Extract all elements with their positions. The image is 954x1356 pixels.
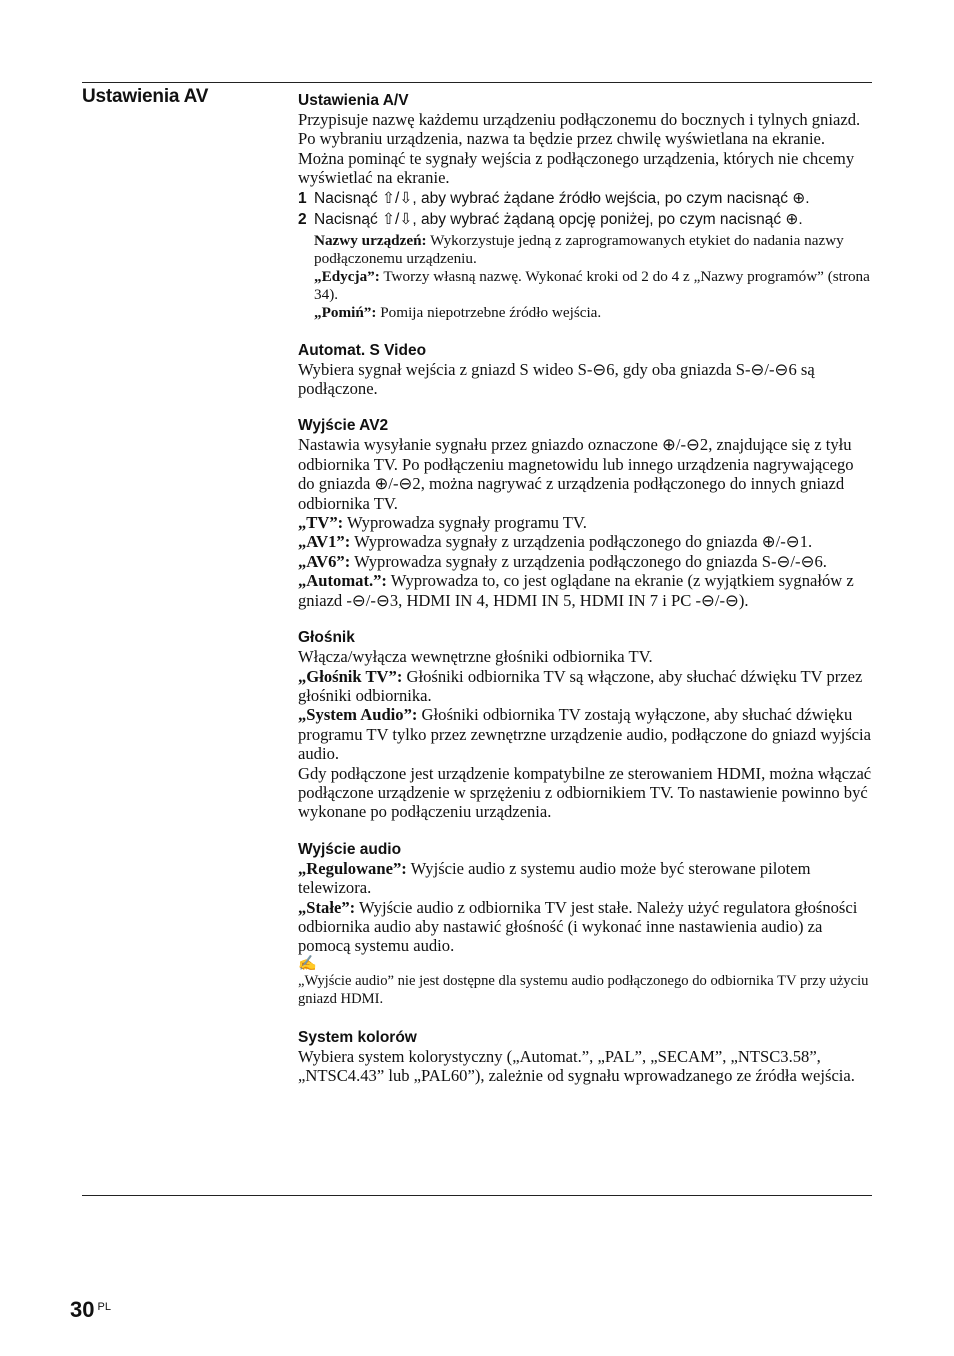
option-device-names-label: Nazwy urządzeń: [314,231,427,249]
section-av2-output [298,416,872,610]
audio-option-fixed-text: Wyjście audio z odbiornika TV jest stałe. Należy użyć regulatora głośności odbiornika audio aby nastawić głośność (i wykonać inne nastawienia audio) za pomocą systemu audio. [298,897,858,956]
av2-option-tv [298,513,872,532]
speaker-option-tv-text: Głośniki odbiornika TV są włączone, aby słuchać dźwięku TV przez głośniki odbiornika. [298,666,863,705]
audio-option-regulated-text: Wyjście audio z systemu audio może być sterowane pilotem telewizora. [298,858,811,898]
av2-option-av6-text: Wyprowadza sygnały z urządzenia podłączonego do gniazda S-⊖/-⊖6. [350,551,827,571]
speaker-option-system-audio-text: Głośniki odbiornika TV zostają wyłączone, aby słuchać dźwięku programu TV tylko przez zewnętrzne urządzenie audio, podłączone do gniazd wyjścia audio. [298,705,872,764]
svideo-text: Wybiera sygnał wejścia z gniazd S wideo S-⊖6, gdy oba gniazda S-⊖/-⊖6 są podłączone. [298,359,815,399]
av2-option-tv-label: „TV”: [298,513,344,533]
audio-option-regulated [298,859,872,898]
section-auto-svideo [298,341,872,399]
page-language: PL [97,1301,111,1313]
av2-option-av6-label: „AV6”: [298,551,351,571]
note-pencil-icon: ✍ [298,955,317,972]
content-column [298,91,872,1100]
heading-av2-output: Wyjście AV2 [298,417,389,435]
av-intro: Przypisuje nazwę każdemu urządzeniu podłączonemu do bocznych i tylnych gniazd. Po wybraniu urządzenia, nazwa ta będzie przez chwilę wyświetlana na ekranie. Można pominąć te sygnały wejścia z podłączonego urządzenia, których nie chcemy wyświetlać na ekranie. [298,110,861,188]
speaker-option-tv [298,667,872,706]
speaker-option-tv-label: „Głośnik TV”: [298,666,403,686]
av2-option-av6 [298,552,872,571]
section-title: Ustawienia AV [82,86,209,107]
speaker-hdmi-text: Gdy podłączone jest urządzenie kompatybilne ze sterowaniem HDMI, można włączać podłączone urządzenie w sprzężeniu z odbiornikiem TV. To nastawienie powinno być wykonane po podłączeniu urządzenia. [298,763,872,822]
step-2-number: 2 [298,210,307,228]
option-edit-label: „Edycja”: [314,268,380,286]
option-edit [314,268,872,304]
av2-option-tv-text: Wyprowadza sygnały programu TV. [343,513,587,533]
section-audio-output [298,840,872,1008]
heading-speaker: Głośnik [298,629,355,647]
step-1-text: Nacisnąć ⇧/⇩, aby wybrać żądane źródło wejścia, po czym nacisnąć ⊕. [314,189,810,207]
bottom-rule [82,1195,872,1196]
top-rule [82,82,872,83]
step-1 [298,188,872,210]
av2-option-auto [298,571,872,610]
option-device-names [314,232,872,268]
audio-note: „Wyjście audio” nie jest dostępne dla systemu audio podłączonego do odbiornika TV przy użyciu gniazd HDMI. [298,972,869,1007]
option-skip-text: Pomija niepotrzebne źródło wejścia. [376,304,602,322]
audio-option-fixed [298,898,872,956]
heading-color-system: System kolorów [298,1028,417,1046]
section-av-settings [298,91,872,323]
speaker-intro: Włącza/wyłącza wewnętrzne głośniki odbiornika TV. [298,647,653,667]
speaker-option-system-audio [298,705,872,763]
page-number-value: 30 [70,1297,95,1322]
option-skip-label: „Pomiń”: [314,304,377,322]
av-options [314,232,872,323]
av2-option-av1 [298,532,872,551]
av2-option-av1-text: Wyprowadza sygnały z urządzenia podłączonego do gniazda ⊕/-⊖1. [350,532,813,552]
color-system-text: Wybiera system kolorystyczny („Automat.”, „PAL”, „SECAM”, „NTSC3.58”, „NTSC4.43” lub „PAL60”), zależnie od sygnału wprowadzanego ze źródła wejścia. [298,1046,855,1086]
heading-auto-svideo: Automat. S Video [298,341,427,359]
step-2-text: Nacisnąć ⇧/⇩, aby wybrać żądaną opcję poniżej, po czym nacisnąć ⊕. [314,210,803,228]
section-color-system [298,1028,872,1086]
option-device-names-text: Wykorzystuje jedną z zaprogramowanych etykiet do nadania nazwy podłączonemu urządzeniu. [314,231,844,267]
step-2 [298,210,872,230]
step-1-number: 1 [298,189,307,207]
audio-option-regulated-label: „Regulowane”: [298,858,407,878]
av2-option-auto-label: „Automat.”: [298,571,387,591]
heading-audio-output: Wyjście audio [298,840,402,858]
audio-option-fixed-label: „Stałe”: [298,897,356,917]
av2-option-auto-text: Wyprowadza to, co jest oglądane na ekranie (z wyjątkiem sygnałów z gniazd -⊖/-⊖3, HDMI IN 4, HDMI IN 5, HDMI IN 7 i PC -⊖/-⊖). [298,571,854,610]
option-edit-text: Tworzy własną nazwę. Wykonać kroki od 2 do 4 z „Nazwy programów” (strona 34). [314,268,870,304]
option-skip [314,304,872,322]
av2-option-av1-label: „AV1”: [298,532,351,552]
av2-intro: Nastawia wysyłanie sygnału przez gniazdo oznaczone ⊕/-⊖2, znajdujące się z tyłu odbiornika TV. Po podłączeniu magnetowidu lub innego urządzenia nagrywającego do gniazda ⊕/-⊖2, można nagrywać z urządzenia podłączonego do innych gniazd odbiornika TV. [298,435,854,513]
speaker-option-system-audio-label: „System Audio”: [298,705,418,725]
page-number [70,1297,111,1323]
section-speaker [298,628,872,822]
heading-av-settings: Ustawienia A/V [298,92,409,109]
